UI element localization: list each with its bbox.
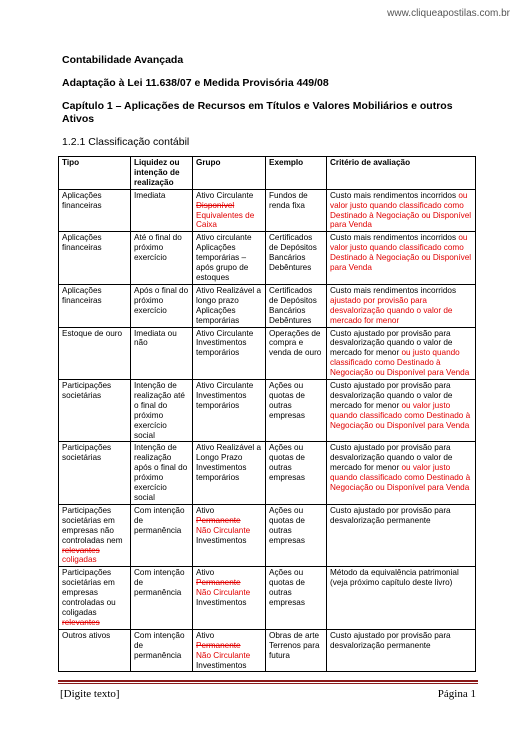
cell-text: Ativo Realizável a longo prazo Aplicações temporárias [196, 285, 262, 325]
cell-exemplo [266, 189, 327, 232]
cell-tipo [59, 629, 131, 672]
cell-text: Ações ou quotas de outras empresas [269, 443, 305, 483]
cell-grupo [193, 189, 266, 232]
cell-text: Imediata ou não [134, 328, 177, 348]
cell-text: Após o final do próximo exercício [134, 285, 189, 315]
cell-exemplo [266, 629, 327, 672]
cell-text: Aplicações financeiras [62, 233, 102, 253]
cell-text: Não Circulante [196, 650, 251, 660]
cell-exemplo [266, 232, 327, 285]
site-url[interactable]: www.cliqueapostilas.com.br [387, 8, 510, 19]
cell-criterio [327, 380, 476, 442]
table-row [59, 380, 476, 442]
page-number: Página 1 [437, 688, 476, 700]
cell-text: Permanente [196, 515, 241, 525]
cell-text: ajustado por provisão para desvalorização quando o valor de mercado for menor [330, 295, 453, 325]
cell-text: Ativo Circulante [196, 190, 254, 200]
footer-rule-thin [58, 683, 478, 684]
table-row [59, 504, 476, 566]
table-header-row [59, 157, 476, 190]
cell-text: ou valor justo quando classificado como Destinado à Negociação ou Disponível para Venda [330, 463, 471, 493]
cell-criterio [327, 567, 476, 629]
cell-text: Certificados de Depósitos Bancários Debêntures [269, 233, 317, 273]
header-criterio: Critério de avaliação [327, 157, 476, 190]
cell-text: Permanente [196, 578, 241, 588]
cell-text: Disponível [196, 200, 235, 210]
cell-criterio [327, 284, 476, 327]
footer-rule [58, 680, 478, 682]
cell-text: Custo ajustado por provisão para desvalorização permanente [330, 505, 451, 525]
cell-grupo [193, 504, 266, 566]
cell-text: coligadas [62, 555, 97, 565]
header-grupo: Grupo [193, 157, 266, 190]
table-row [59, 232, 476, 285]
cell-text: Ativo [196, 568, 215, 578]
cell-exemplo [266, 442, 327, 504]
cell-text: Operações de compra e venda de ouro [269, 328, 322, 358]
cell-text: Ações ou quotas de outras empresas [269, 568, 305, 608]
cell-criterio [327, 232, 476, 285]
section-heading: 1.2.1 Classificação contábil [62, 136, 190, 148]
table-row [59, 284, 476, 327]
header-exemplo: Exemplo [266, 157, 327, 190]
cell-text: Ativo Circulante Investimentos temporários [196, 328, 254, 358]
cell-grupo [193, 629, 266, 672]
table-row [59, 442, 476, 504]
cell-exemplo [266, 327, 327, 380]
cell-text: Ativo [196, 505, 215, 515]
cell-liquidez [131, 189, 193, 232]
cell-criterio [327, 189, 476, 232]
cell-text: Custo ajustado por provisão para desvalorização permanente [330, 630, 451, 650]
cell-text: Custo ajustado por provisão para desvalorização quando o valor de mercado for menor [330, 381, 453, 410]
cell-text: Ativo Circulante Investimentos temporários [196, 381, 254, 410]
cell-tipo [59, 327, 131, 380]
table-row [59, 189, 476, 232]
cell-text: Ativo circulante Aplicações temporárias – após grupo de estoques [196, 233, 252, 282]
cell-tipo [59, 567, 131, 629]
cell-exemplo [266, 567, 327, 629]
cell-liquidez [131, 567, 193, 629]
table-row [59, 327, 476, 380]
cell-text: Custo mais rendimentos incorridos [330, 190, 459, 200]
cell-text: Participações societárias em empresas não controladas nem [62, 505, 123, 545]
cell-text: Fundos de renda fixa [269, 190, 308, 210]
cell-text: Custo mais rendimentos incorridos [330, 285, 457, 295]
cell-text: relevantes [62, 545, 100, 555]
cell-exemplo [266, 504, 327, 566]
cell-text: Custo ajustado por provisão para desvalorização quando o valor de mercado for menor [330, 443, 453, 473]
cell-text: Outros ativos [62, 630, 111, 640]
cell-text: Intenção de realização até o final do próximo exercício social [134, 381, 185, 440]
header-tipo: Tipo [59, 157, 131, 190]
cell-text: Ações ou quotas de outras empresas [269, 505, 305, 545]
cell-text: ou valor justo quando classificado como Destinado à Negociação ou Disponível para Venda [330, 233, 472, 273]
cell-text: Obras de arte Terrenos para futura [269, 630, 320, 660]
table-row [59, 629, 476, 672]
cell-exemplo [266, 380, 327, 442]
cell-text: Aplicações financeiras [62, 190, 102, 210]
cell-text: Não Circulante [196, 525, 251, 535]
footer-placeholder-text: [Digite texto] [60, 688, 120, 700]
cell-tipo [59, 380, 131, 442]
cell-criterio [327, 504, 476, 566]
cell-text: ou valor justo quando classificado como Destinado à Negociação ou Disponível para Venda [330, 400, 471, 430]
cell-text: Ações ou quotas de outras empresas [269, 381, 305, 420]
document-title: Contabilidade Avançada [62, 54, 184, 66]
cell-text: Investimentos [196, 660, 247, 670]
classification-table [58, 156, 476, 672]
cell-tipo [59, 504, 131, 566]
document-subtitle: Adaptação à Lei 11.638/07 e Medida Provisória 449/08 [62, 77, 329, 89]
cell-text: Até o final do próximo exercício [134, 233, 182, 263]
cell-grupo [193, 284, 266, 327]
cell-exemplo [266, 284, 327, 327]
cell-grupo [193, 380, 266, 442]
cell-text: Ativo [196, 630, 215, 640]
cell-text: Método da equivalência patrimonial (veja próximo capítulo deste livro) [330, 568, 459, 588]
cell-text: Custo mais rendimentos incorridos [330, 233, 459, 243]
cell-tipo [59, 232, 131, 285]
cell-liquidez [131, 504, 193, 566]
cell-text: Aplicações financeiras [62, 285, 102, 305]
cell-liquidez [131, 232, 193, 285]
cell-text: Com intenção de permanência [134, 568, 185, 598]
cell-text: Participações societárias [62, 381, 112, 400]
cell-liquidez [131, 380, 193, 442]
cell-text: Investimentos [196, 598, 247, 608]
cell-text: Participações societárias [62, 443, 112, 463]
cell-liquidez [131, 327, 193, 380]
cell-liquidez [131, 629, 193, 672]
cell-text: Equivalentes de Caixa [196, 210, 255, 230]
cell-tipo [59, 284, 131, 327]
cell-text: Investimentos [196, 535, 247, 545]
cell-text: Estoque de ouro [62, 328, 123, 338]
cell-grupo [193, 442, 266, 504]
cell-liquidez [131, 284, 193, 327]
cell-criterio [327, 629, 476, 672]
cell-text: Com intenção de permanência [134, 630, 185, 660]
cell-text: Ativo Realizável a Longo Prazo Investimentos temporários [196, 443, 262, 483]
cell-text: ou justo quando classificado como Destinado à Negociação ou Disponível para Venda [330, 348, 470, 378]
cell-text: Intenção de realização após o final do próximo exercício social [134, 443, 188, 502]
cell-liquidez [131, 442, 193, 504]
cell-criterio [327, 327, 476, 380]
cell-grupo [193, 327, 266, 380]
cell-text: relevantes [62, 617, 100, 627]
table-body [59, 189, 476, 672]
cell-text: Permanente [196, 640, 241, 650]
cell-grupo [193, 232, 266, 285]
table-row [59, 567, 476, 629]
cell-text: Participações societárias em empresas controladas ou coligadas [62, 568, 116, 617]
cell-text: Certificados de Depósitos Bancários Debêntures [269, 285, 317, 325]
cell-tipo [59, 442, 131, 504]
cell-text: Não Circulante [196, 588, 251, 598]
chapter-heading: Capítulo 1 – Aplicações de Recursos em Títulos e Valores Mobiliários e outros Ativos [62, 100, 453, 125]
header-liquidez: Liquidez ou intenção de realização [131, 157, 193, 190]
cell-text: ou valor justo quando classificado como Destinado à Negociação ou Disponível para Venda [330, 190, 472, 230]
cell-text: Com intenção de permanência [134, 505, 185, 535]
cell-text: Imediata [134, 190, 166, 200]
cell-tipo [59, 189, 131, 232]
cell-criterio [327, 442, 476, 504]
cell-text: Custo ajustado por provisão para desvalorização quando o valor de mercado for menor [330, 328, 453, 358]
cell-grupo [193, 567, 266, 629]
